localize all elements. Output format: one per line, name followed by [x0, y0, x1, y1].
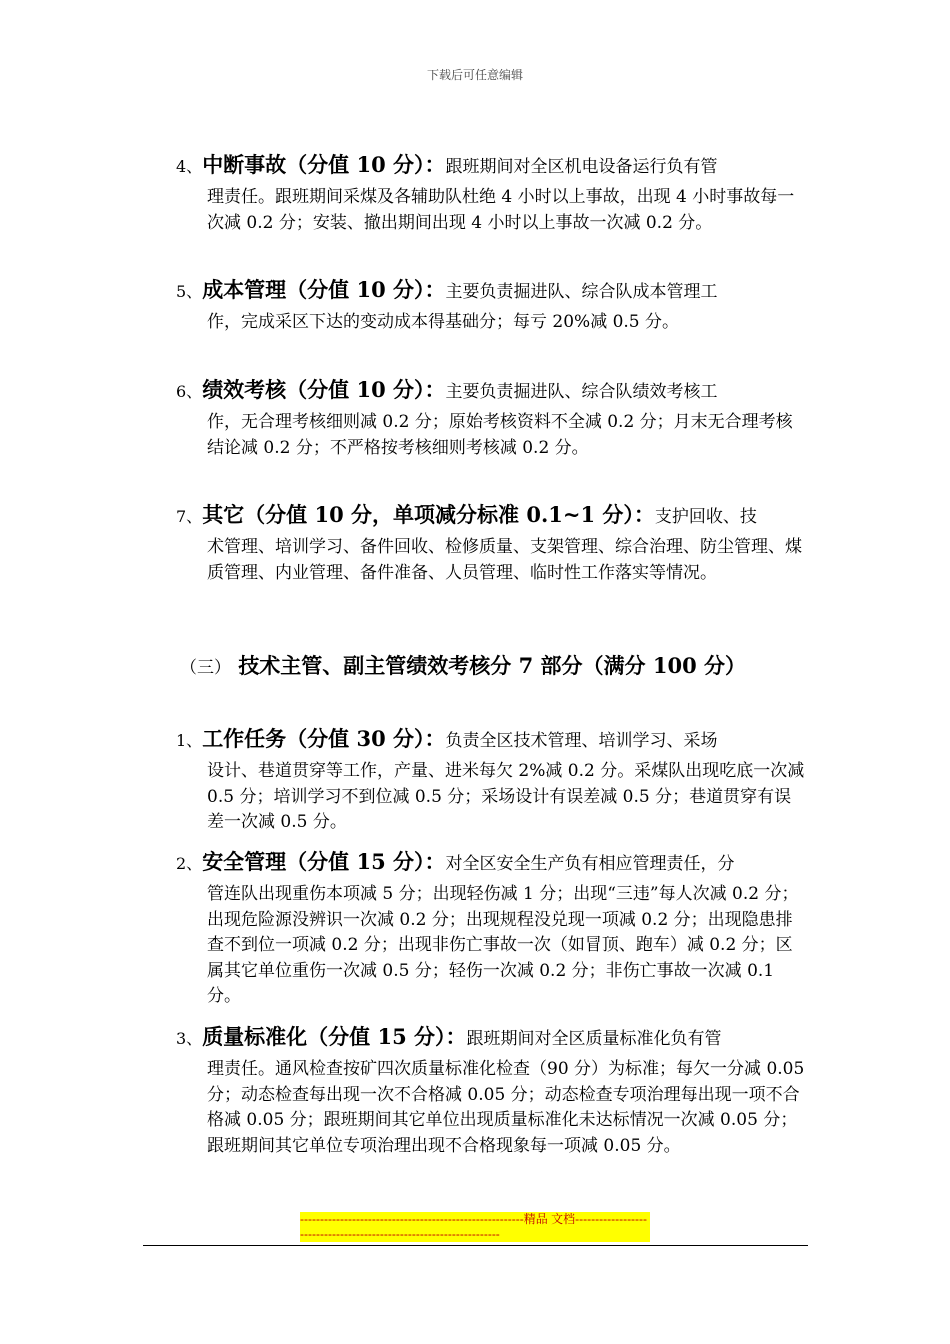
item-body: 作，无合理考核细则减 0.2 分；原始考核资料不全减 0.2 分；月末无合理考核结论减 0.2 分；不严格按考核细则考核减 0.2 分。	[207, 412, 793, 458]
item-title: 其它（分值 10 分，单项减分标准 0.1~1 分）：	[202, 502, 655, 527]
footer-divider	[143, 1245, 808, 1246]
item-heading	[176, 377, 808, 405]
item-number: 7、	[176, 507, 203, 526]
item-b1	[176, 726, 808, 836]
item-number: 6、	[176, 382, 203, 401]
item-number: 1、	[176, 731, 203, 750]
item-body: 作，完成采区下达的变动成本得基础分；每亏 20%减 0.5 分。	[207, 312, 680, 332]
item-number: 5、	[176, 282, 203, 301]
item-title: 中断事故（分值 10 分）：	[202, 152, 446, 177]
item-intro: 支护回收、技	[654, 507, 757, 527]
item-4	[176, 152, 808, 236]
item-heading	[176, 726, 808, 754]
section-title-text: 技术主管、副主管绩效考核分 7 部分（满分 100 分）	[238, 653, 747, 678]
item-title: 绩效考核（分值 10 分）：	[202, 377, 446, 402]
item-body: 设计、巷道贯穿等工作，产量、进米每欠 2%减 0.2 分。采煤队出现吃底一次减 0.5 分；培训学习不到位减 0.5 分；采场设计有误差减 0.5 分；巷道贯穿有误差一次减 0.5 分。	[207, 761, 805, 832]
item-body: 理责任。通风检查按矿四次质量标准化检查（90 分）为标准；每欠一分减 0.05 分；动态检查每出现一次不合格减 0.05 分；动态检查专项治理每出现一项不合格减 0.05 分；跟班期间其它单位出现质量标准化未达标情况一次减 0.05 分；跟班期间其它单位专项治理出现不合格现象每一项减 0.05 分。	[207, 1059, 805, 1156]
item-6	[176, 377, 808, 461]
item-heading	[176, 502, 808, 530]
item-number: 4、	[176, 157, 203, 176]
item-body: 理责任。跟班期间采煤及各辅助队杜绝 4 小时以上事故，出现 4 小时事故每一次减 0.2 分；安装、撤出期间出现 4 小时以上事故一次减 0.2 分。	[207, 187, 795, 233]
item-title: 工作任务（分值 30 分）：	[202, 726, 446, 751]
item-intro: 主要负责掘进队、综合队绩效考核工	[445, 382, 718, 402]
item-heading	[176, 277, 808, 305]
item-heading	[176, 849, 808, 877]
item-title: 安全管理（分值 15 分）：	[202, 849, 446, 874]
item-7	[176, 502, 808, 586]
item-number: 3、	[176, 1029, 203, 1048]
section-heading	[180, 650, 746, 680]
item-heading	[176, 152, 808, 180]
section-number: （三）	[180, 658, 231, 678]
item-heading	[176, 1024, 808, 1052]
item-intro: 负责全区技术管理、培训学习、采场	[445, 731, 718, 751]
item-body: 术管理、培训学习、备件回收、检修质量、支架管理、综合治理、防尘管理、煤质管理、内业管理、备件准备、人员管理、临时性工作落实等情况。	[207, 537, 802, 583]
page-header: 下载后可任意编辑	[426, 68, 523, 82]
footer-watermark: --------------------------------------------------------精品 文档--------------------------------------------------------------------	[300, 1212, 650, 1242]
item-title: 质量标准化（分值 15 分）：	[202, 1024, 467, 1049]
item-b3	[176, 1024, 808, 1159]
item-title: 成本管理（分值 10 分）：	[202, 277, 446, 302]
item-intro: 跟班期间对全区机电设备运行负有管	[445, 157, 718, 177]
item-intro: 跟班期间对全区质量标准化负有管	[466, 1029, 722, 1049]
item-intro: 对全区安全生产负有相应管理责任，分	[445, 854, 735, 874]
item-intro: 主要负责掘进队、综合队成本管理工	[445, 282, 718, 302]
item-number: 2、	[176, 854, 203, 873]
item-5	[176, 277, 808, 336]
item-b2	[176, 849, 808, 1010]
item-body: 管连队出现重伤本项减 5 分；出现轻伤减 1 分；出现“三违”每人次减 0.2 分；出现危险源没辨识一次减 0.2 分；出现规程没兑现一项减 0.2 分；出现隐患排查不到位一项减 0.2 分；出现非伤亡事故一次（如冒顶、跑车）减 0.2 分；区属其它单位重伤一次减 0.5 分；轻伤一次减 0.2 分；非伤亡事故一次减 0.1 分。	[207, 884, 799, 1006]
